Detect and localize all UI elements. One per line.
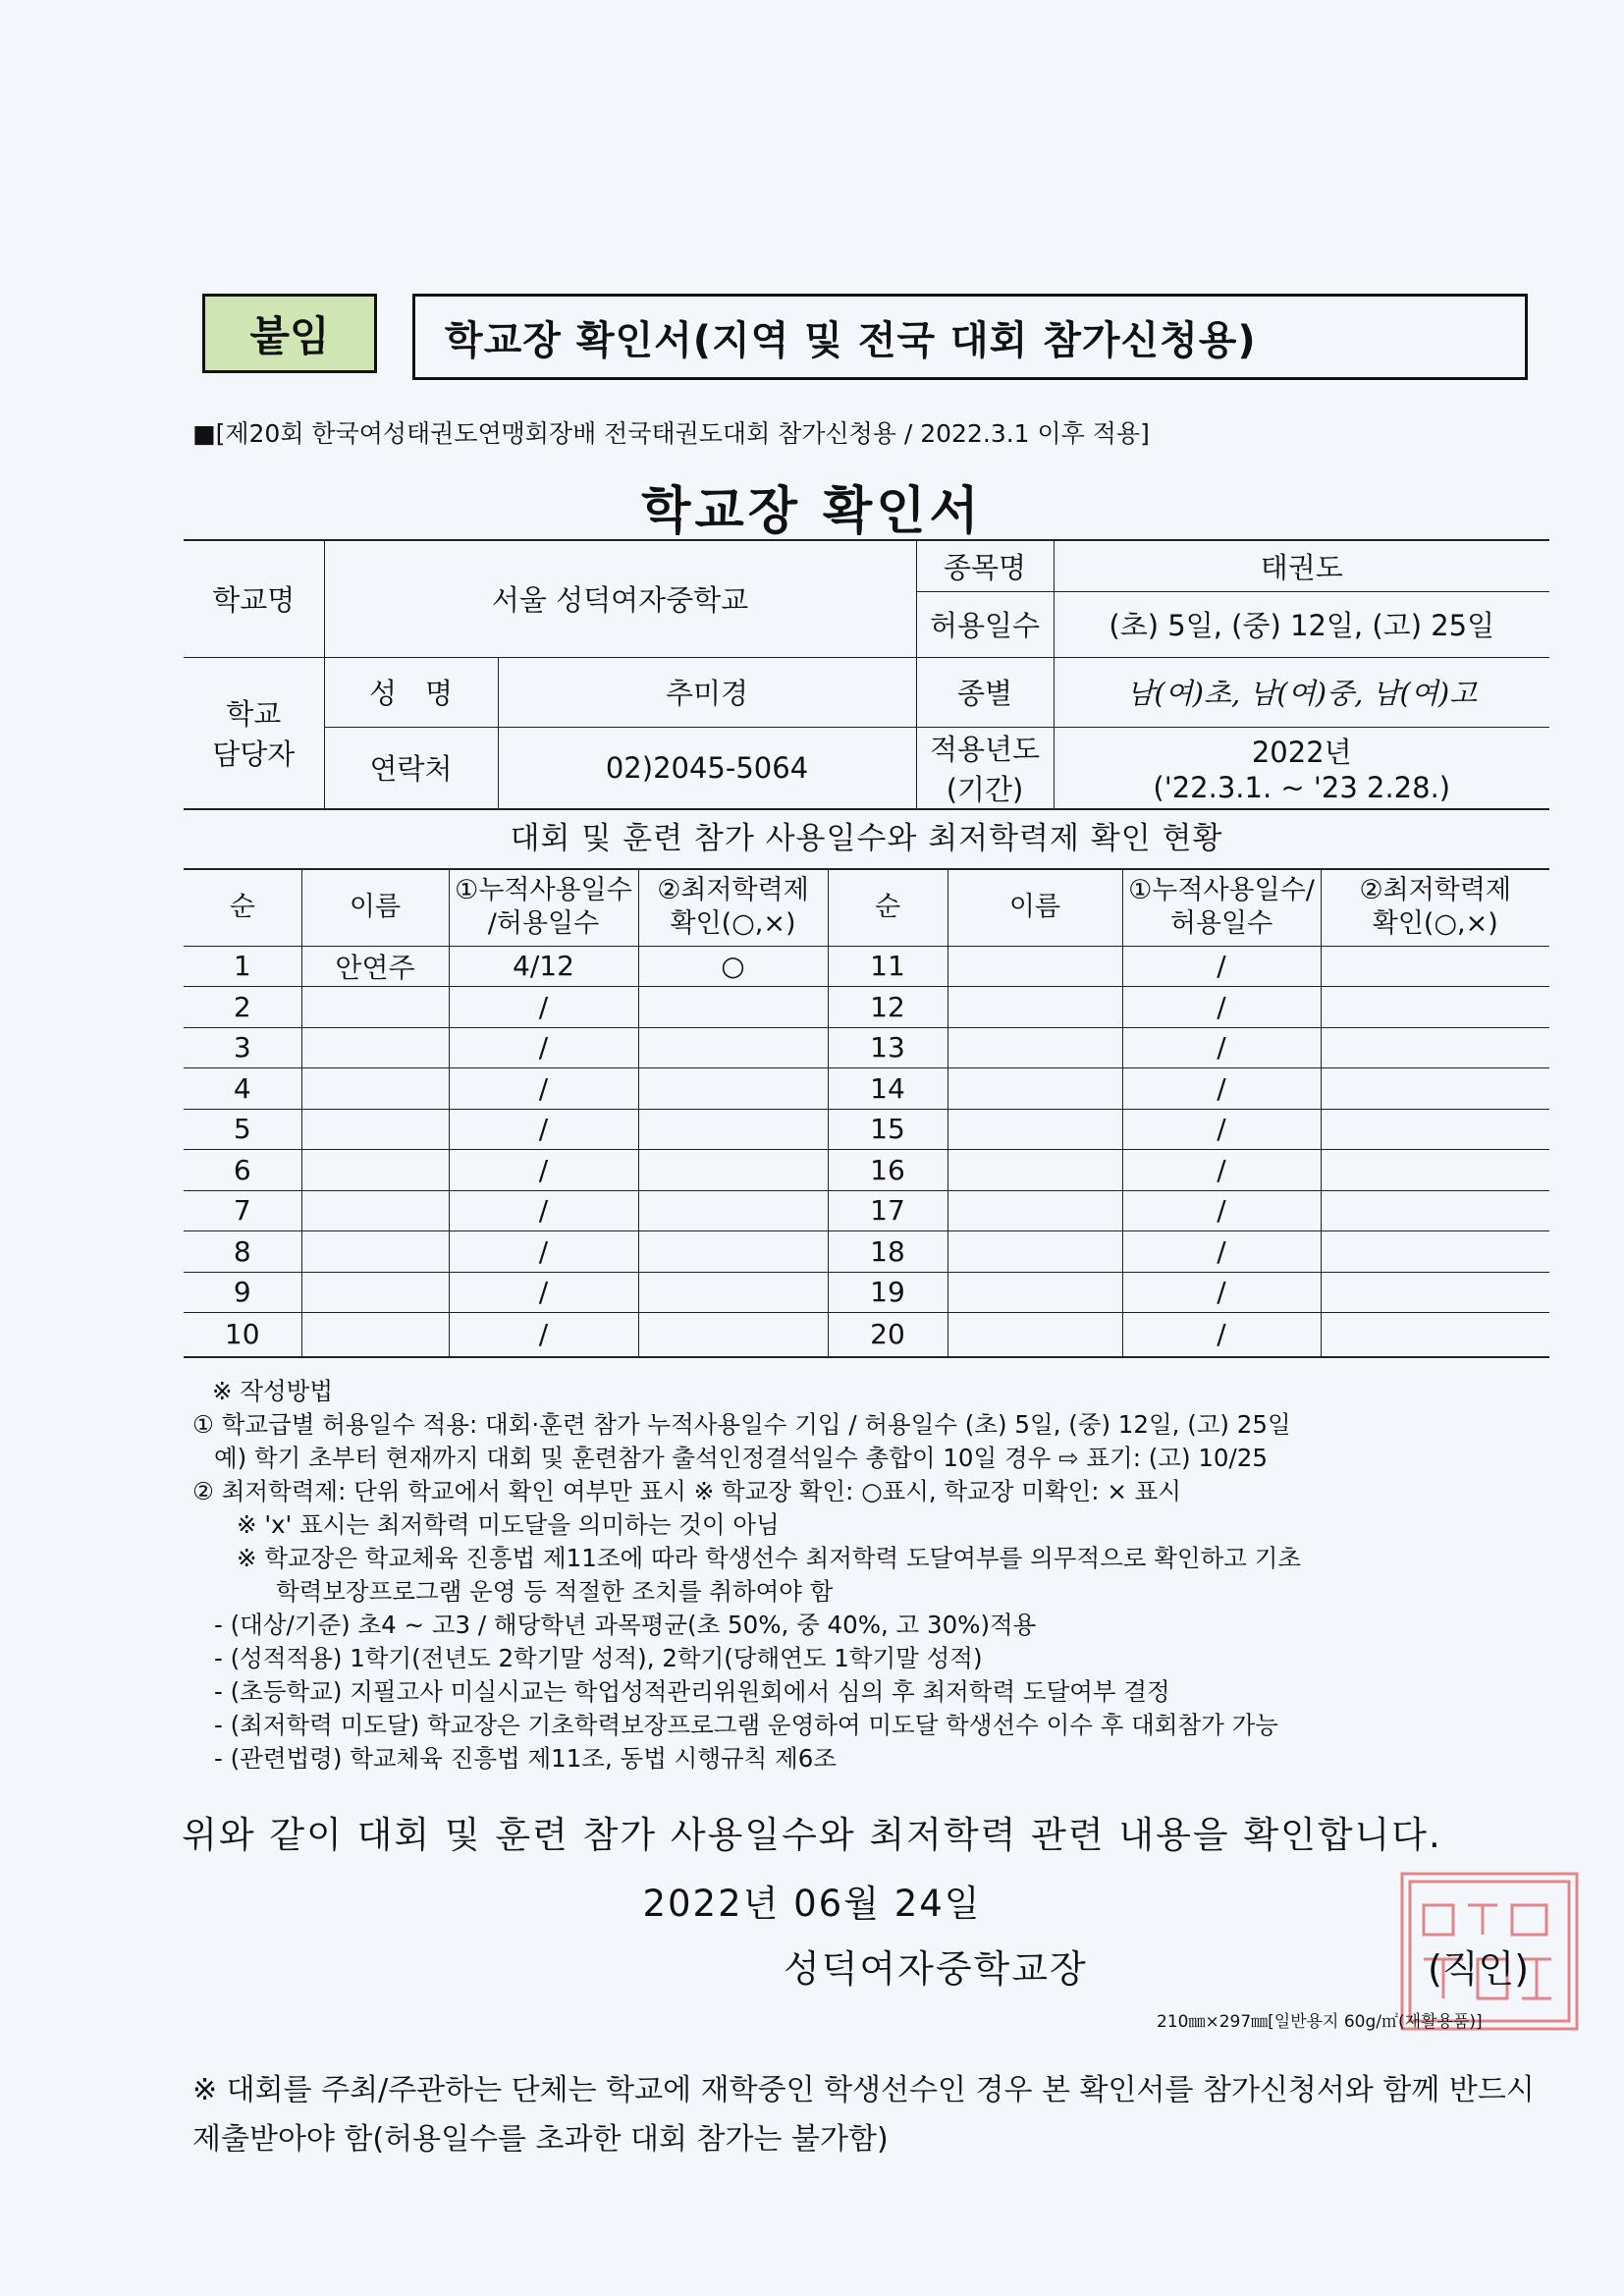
manager-label: 학교 담당자 — [184, 657, 324, 809]
note-line: ※ 학교장은 학교체육 진흥법 제11조에 따라 학생선수 최저학력 도달여부를 의무적으로 확인하고 기초 — [237, 1544, 1302, 1572]
row-name-right — [947, 1109, 1122, 1150]
row-days-left: / — [449, 1231, 638, 1273]
row-days-right: / — [1122, 1231, 1321, 1273]
row-check-right — [1321, 1109, 1549, 1150]
instructions — [192, 1375, 1567, 1776]
row-days-right: / — [1122, 1150, 1321, 1191]
confirmation-statement: 위와 같이 대회 및 훈련 참가 사용일수와 최저학력 관련 내용을 확인합니다. — [182, 1814, 1442, 1856]
row-name-right — [947, 946, 1122, 987]
row-days-left: / — [449, 1068, 638, 1110]
header-days-right: ①누적사용일수/ 허용일수 — [1122, 869, 1321, 946]
year-value: 2022년 ('22.3.1. ~ '23 2.28.) — [1054, 727, 1549, 809]
row-days-left: / — [449, 1150, 638, 1191]
row-no-right: 12 — [828, 987, 947, 1028]
attachment-badge: 붙임 — [202, 294, 377, 373]
row-name-left — [301, 1190, 449, 1231]
row-check-right — [1321, 1272, 1549, 1313]
header-check-left: ②최저학력제 확인(○,×) — [638, 869, 828, 946]
row-no-left: 6 — [184, 1150, 301, 1191]
row-days-left: / — [449, 987, 638, 1028]
event-value: 태권도 — [1054, 540, 1549, 591]
row-name-left — [301, 1272, 449, 1313]
page-title: 학교장 확인서 — [641, 482, 983, 541]
row-no-right: 16 — [828, 1150, 947, 1191]
row-name-left — [301, 987, 449, 1028]
row-days-left: / — [449, 1190, 638, 1231]
table-row — [184, 1027, 1549, 1068]
row-no-left: 2 — [184, 987, 301, 1028]
row-days-right: / — [1122, 987, 1321, 1028]
row-days-right: / — [1122, 1109, 1321, 1150]
row-check-left — [638, 987, 828, 1028]
row-no-left: 4 — [184, 1068, 301, 1110]
row-no-right: 13 — [828, 1027, 947, 1068]
row-no-left: 7 — [184, 1190, 301, 1231]
table-row — [184, 1272, 1549, 1313]
header-days-left: ①누적사용일수 /허용일수 — [449, 869, 638, 946]
note-line: - (초등학교) 지필고사 미실시교는 학업성적관리위원회에서 심의 후 최저학력 도달여부 결정 — [214, 1677, 1170, 1706]
principal-name: 성덕여자중학교장 — [784, 1947, 1088, 1991]
row-no-right: 14 — [828, 1068, 947, 1110]
athlete-table — [184, 868, 1549, 1358]
row-days-left: 4/12 — [449, 946, 638, 987]
table-row — [184, 946, 1549, 987]
allowed-days-value: (초) 5일, (중) 12일, (고) 25일 — [1054, 591, 1549, 657]
row-check-left — [638, 1231, 828, 1273]
row-no-right: 15 — [828, 1109, 947, 1150]
row-name-left — [301, 1150, 449, 1191]
row-no-right: 17 — [828, 1190, 947, 1231]
row-no-left: 3 — [184, 1027, 301, 1068]
row-days-right: / — [1122, 1068, 1321, 1110]
header-title: 학교장 확인서(지역 및 전국 대회 참가신청용) — [412, 294, 1528, 380]
row-name-right — [947, 1231, 1122, 1273]
allowed-days-label: 허용일수 — [916, 591, 1054, 657]
name-label: 성 명 — [324, 657, 498, 727]
row-no-right: 11 — [828, 946, 947, 987]
row-check-right — [1321, 1150, 1549, 1191]
note-line: 예) 학기 초부터 현재까지 대회 및 훈련참가 출석인정결석일수 총합이 10일 경우 ⇨ 표기: (고) 10/25 — [214, 1444, 1268, 1472]
row-days-right: / — [1122, 946, 1321, 987]
row-name-left: 안연주 — [301, 946, 449, 987]
row-name-left — [301, 1027, 449, 1068]
note-line: ② 최저학력제: 단위 학교에서 확인 여부만 표시 ※ 학교장 확인: ○표시, 학교장 미확인: × 표시 — [192, 1477, 1181, 1505]
row-check-right — [1321, 987, 1549, 1028]
row-no-left: 10 — [184, 1313, 301, 1357]
subtitle: ■[제20회 한국여성태권도연맹회장배 전국태권도대회 참가신청용 / 2022.3.1 이후 적용] — [192, 419, 1150, 448]
row-days-left: / — [449, 1272, 638, 1313]
name-value: 추미경 — [498, 657, 916, 727]
footnote: ※ 대회를 주최/주관하는 단체는 학교에 재학중인 학생선수인 경우 본 확인서를 참가신청서와 함께 반드시 제출받아야 함(허용일수를 초과한 대회 참가는 불가함) — [192, 2073, 1535, 2157]
table-row — [184, 987, 1549, 1028]
row-name-right — [947, 1190, 1122, 1231]
row-name-right — [947, 987, 1122, 1028]
row-check-left — [638, 1190, 828, 1231]
header-check-right: ②최저학력제 확인(○,×) — [1321, 869, 1549, 946]
row-no-left: 9 — [184, 1272, 301, 1313]
issue-date: 2022년 06월 24일 — [642, 1883, 982, 1925]
row-days-left: / — [449, 1027, 638, 1068]
note-line: - (관련법령) 학교체육 진흥법 제11조, 동법 시행규칙 제6조 — [214, 1744, 838, 1773]
row-name-right — [947, 1272, 1122, 1313]
row-days-right: / — [1122, 1027, 1321, 1068]
type-label: 종별 — [916, 657, 1054, 727]
row-check-left — [638, 1027, 828, 1068]
seal-label: (직인) — [1428, 1947, 1530, 1991]
type-value: 남(여)초, 남(여)중, 남(여)고 — [1054, 657, 1549, 727]
row-check-left — [638, 1150, 828, 1191]
note-line: - (성적적용) 1학기(전년도 2학기말 성적), 2학기(당해연도 1학기말 성적) — [214, 1644, 983, 1672]
note-line: - (대상/기준) 초4 ~ 고3 / 해당학년 과목평균(초 50%, 중 40%, 고 30%)적용 — [214, 1611, 1037, 1639]
note-line: ※ 'x' 표시는 최저학력 미도달을 의미하는 것이 아님 — [237, 1510, 780, 1539]
table-header-row — [184, 869, 1549, 946]
header-no-left: 순 — [184, 869, 301, 946]
row-name-right — [947, 1068, 1122, 1110]
row-no-right: 20 — [828, 1313, 947, 1357]
row-name-right — [947, 1027, 1122, 1068]
row-no-left: 8 — [184, 1231, 301, 1273]
note-line: ※ 작성방법 — [212, 1377, 333, 1405]
year-label: 적용년도 (기간) — [916, 727, 1054, 809]
row-check-right — [1321, 1027, 1549, 1068]
header-name-right: 이름 — [947, 869, 1122, 946]
row-name-right — [947, 1313, 1122, 1357]
row-days-right: / — [1122, 1313, 1321, 1357]
row-check-left: ○ — [638, 946, 828, 987]
row-name-left — [301, 1313, 449, 1357]
row-no-left: 1 — [184, 946, 301, 987]
row-no-right: 18 — [828, 1231, 947, 1273]
row-name-left — [301, 1231, 449, 1273]
row-days-left: / — [449, 1313, 638, 1357]
table-row — [184, 1190, 1549, 1231]
note-line: - (최저학력 미도달) 학교장은 기초학력보장프로그램 운영하여 미도달 학생선수 이수 후 대회참가 가능 — [214, 1711, 1278, 1739]
row-no-left: 5 — [184, 1109, 301, 1150]
row-days-right: / — [1122, 1190, 1321, 1231]
row-days-left: / — [449, 1109, 638, 1150]
table-row — [184, 1109, 1549, 1150]
row-name-left — [301, 1068, 449, 1110]
header-no-right: 순 — [828, 869, 947, 946]
section-heading: 대회 및 훈련 참가 사용일수와 최저학력제 확인 현황 — [510, 821, 1223, 856]
table-row — [184, 1313, 1549, 1357]
row-check-right — [1321, 946, 1549, 987]
row-check-left — [638, 1109, 828, 1150]
row-name-left — [301, 1109, 449, 1150]
row-check-left — [638, 1272, 828, 1313]
row-check-right — [1321, 1231, 1549, 1273]
event-label: 종목명 — [916, 540, 1054, 591]
row-check-left — [638, 1068, 828, 1110]
paper-spec: 210㎜×297㎜[일반용지 60g/㎡(재활용품)] — [1157, 2012, 1483, 2032]
row-check-left — [638, 1313, 828, 1357]
school-label: 학교명 — [184, 540, 324, 657]
school-value: 서울 성덕여자중학교 — [324, 540, 916, 657]
header-name-left: 이름 — [301, 869, 449, 946]
table-row — [184, 1231, 1549, 1273]
table-row — [184, 1150, 1549, 1191]
row-days-right: / — [1122, 1272, 1321, 1313]
table-row — [184, 1068, 1549, 1110]
school-info-table — [184, 539, 1549, 810]
contact-value: 02)2045-5064 — [498, 727, 916, 809]
note-line: ① 학교급별 허용일수 적용: 대회·훈련 참가 누적사용일수 기입 / 허용일수 (초) 5일, (중) 12일, (고) 25일 — [192, 1410, 1291, 1439]
row-name-right — [947, 1150, 1122, 1191]
row-check-right — [1321, 1068, 1549, 1110]
note-line: 학력보장프로그램 운영 등 적절한 조치를 취하여야 함 — [276, 1577, 834, 1606]
row-check-right — [1321, 1190, 1549, 1231]
contact-label: 연락처 — [324, 727, 498, 809]
row-check-right — [1321, 1313, 1549, 1357]
row-no-right: 19 — [828, 1272, 947, 1313]
